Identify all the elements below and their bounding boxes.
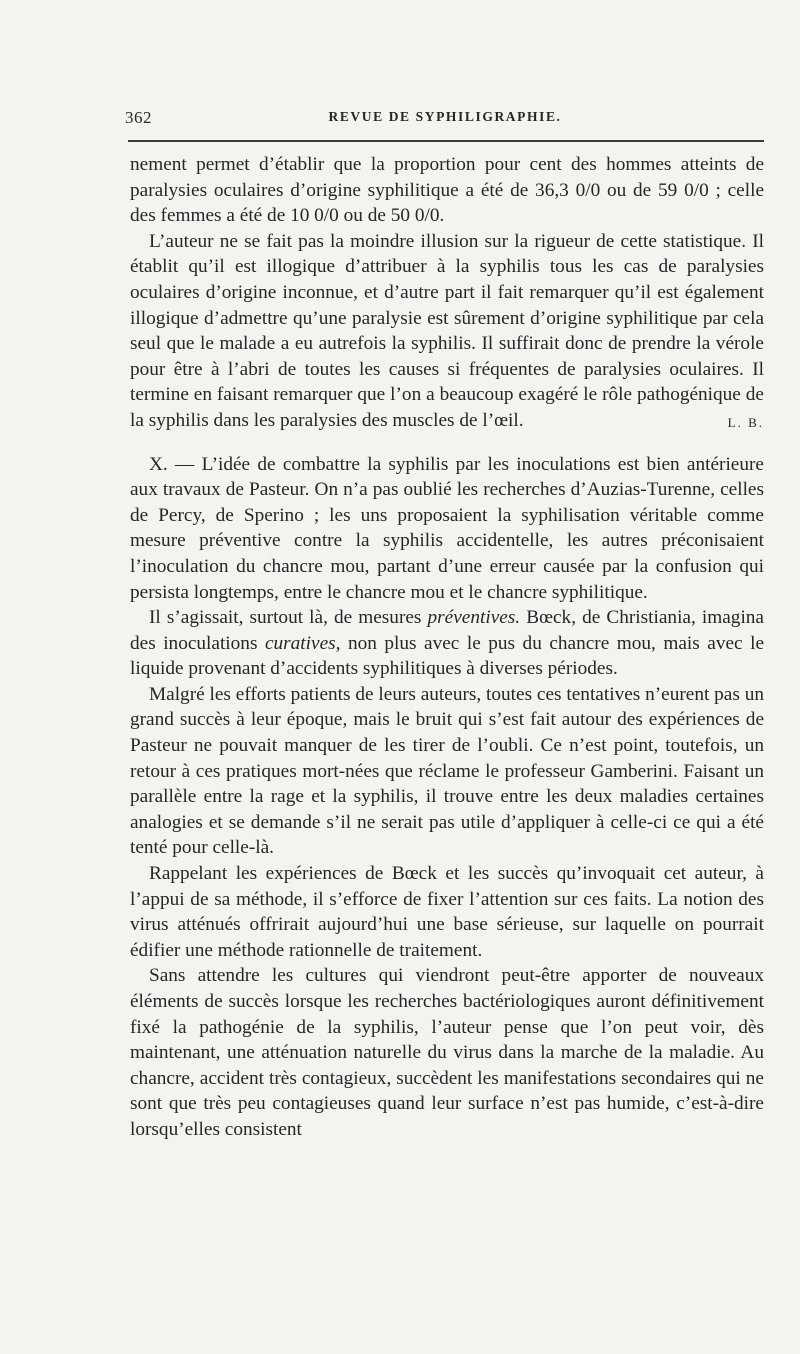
italic-term-curatives: curatives, [264, 632, 341, 654]
paragraph-continued: nement permet d’établir que la proportion pour cent des hommes atteints de paralysies oculaires d’origine syphilitique a été de 36,3 0/0 ou de 59 0/0 ; celle des femmes a été de 10 0/0 ou de 50 0/0. [130, 154, 764, 227]
text-run: Il s’agissait, surtout là, de mesures [149, 607, 428, 629]
paragraph-attenuation: Sans attendre les cultures qui viendront peut-être apporter de nouveaux éléments de succès lorsque les recherches bactériologiques auront définitivement fixé la pathogénie de la syphilis, l’auteur pense que l’on peut voir, dès maintenant, une atténuation naturelle du virus dans la marche de la maladie. Au chancre, accident très contagieux, succèdent les manifestations secondaires qui ne sont que très peu contagieuses quand leur surface n’est pas humide, c’est-à-dire lorsqu’elles consistent [130, 965, 764, 1140]
page-header [125, 108, 765, 132]
paragraph-boeck [130, 605, 764, 682]
running-title: REVUE DE SYPHILIGRAPHIE. [328, 109, 562, 124]
paragraph-statistics-critique [130, 229, 764, 434]
article-body [130, 152, 764, 1143]
text-run: Bœck, de Christiania, imagina des inoculations [130, 607, 764, 654]
paragraph-virus-attenues: Rappelant les expériences de Bœck et les succès qu’invoquait cet auteur, à l’appui de sa méthode, il s’efforce de fixer l’attention sur ces faits. La notion des virus atténués offrirait aujourd’hui une base sérieuse, sur laquelle on pourrait édifier une méthode rationnelle de traitement. [130, 863, 764, 961]
page-number: 362 [125, 108, 152, 127]
author-signature: L. B. [727, 414, 764, 430]
paragraph-text: L’auteur ne se fait pas la moindre illusion sur la rigueur de cette statistique. Il établit qu’il est illogique d’attribuer à la syphilis tous les cas de paralysies oculaires d’origine inconnue, et d’autre part il fait remarquer qu’il est également illogique d’admettre qu’une paralysie est sûrement d’origine syphilitique par cela seul que le malade a eu autrefois la syphilis. Il suffirait donc de prendre la vérole pour être à l’abri de toutes les causes si fréquentes de paralysies oculaires. Il termine en faisant remarquer que l’on a beaucoup exagéré le rôle pathogénique de la syphilis dans les paralysies des muscles de l’œil. [130, 230, 764, 431]
paragraph-section-x: X. — L’idée de combattre la syphilis par les inoculations est bien antérieure aux travaux de Pasteur. On n’a pas oublié les recherches d’Auzias-Turenne, celles de Percy, de Sperino ; les uns proposaient la syphilisation véritable comme mesure préventive contre la syphilis accidentelle, les autres préconisaient l’inoculation du chancre mou, partant d’une erreur causée par la confusion qui persista longtemps, entre le chancre mou et le chancre syphilitique. [130, 453, 764, 603]
header-rule [128, 140, 764, 142]
paragraph-gamberini: Malgré les efforts patients de leurs auteurs, toutes ces tentatives n’eurent pas un grand succès à leur époque, mais le bruit qui s’est fait autour des expériences de Pasteur ne pouvait manquer de les tirer de l’oubli. Ce n’est point, toutefois, un retour à ces pratiques mort-nées que réclame le professeur Gamberini. Faisant un parallèle entre la rage et la syphilis, il trouve entre les deux maladies certaines analogies et se demande s’il ne serait pas utile d’appliquer à celle-ci ce qui a été tenté pour celle-là. [130, 683, 764, 859]
italic-term-preventives: préventives. [427, 607, 521, 629]
text-run: non plus avec le pus du chancre mou, mais avec le liquide provenant d’accidents syphilitiques à diverses périodes. [130, 632, 765, 680]
